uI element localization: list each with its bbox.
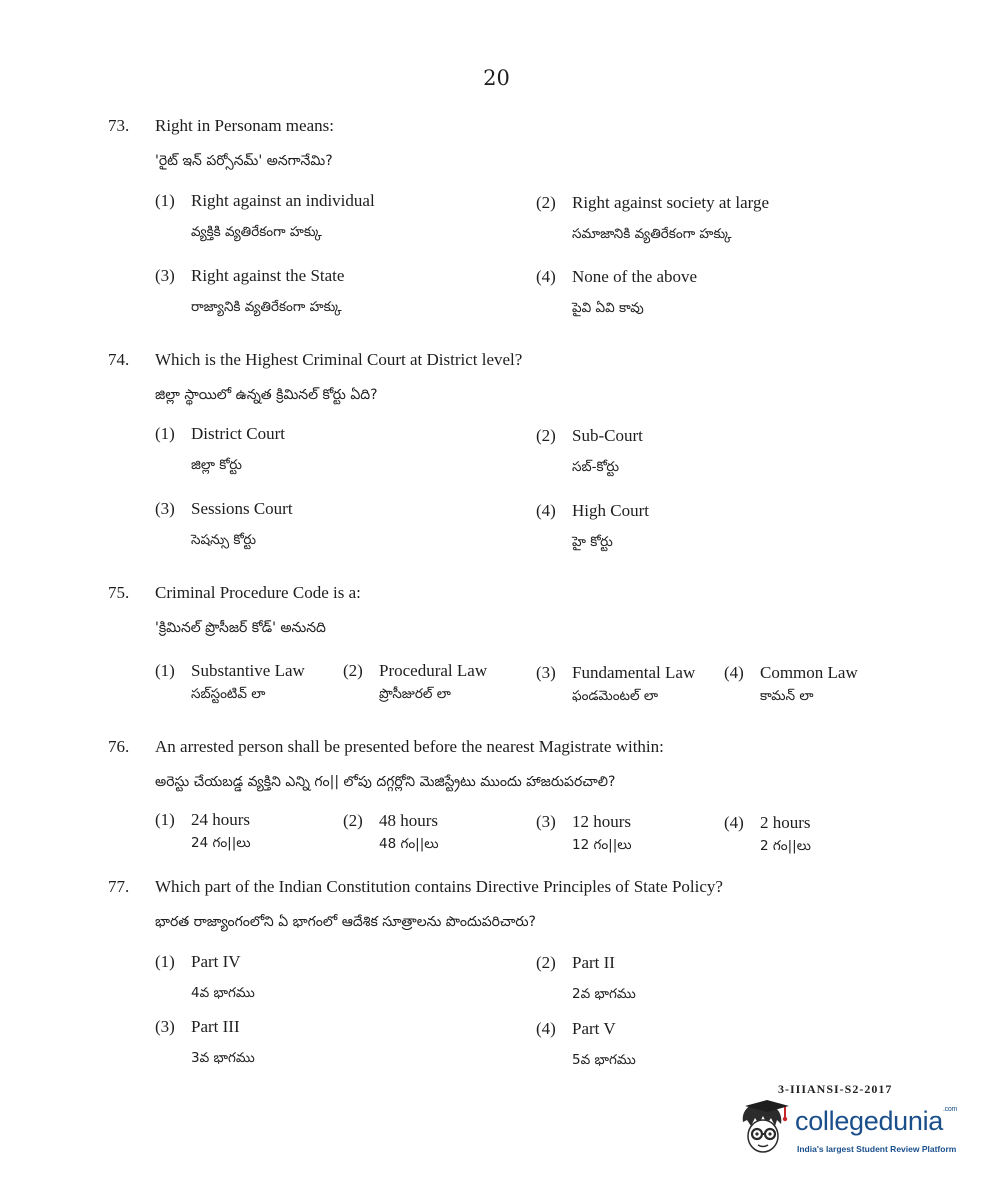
question-text: An arrested person shall be presented before the nearest Magistrate within: — [155, 737, 664, 756]
option-1 — [155, 661, 305, 705]
option-text: Right against society at large — [572, 193, 770, 212]
logo-suffix: .com — [943, 1106, 958, 1113]
option-3 — [536, 812, 632, 856]
option-telugu: పైవి ఏవి కావు — [572, 300, 644, 316]
option-number: (1) — [155, 191, 175, 210]
question-telugu: జిల్లా స్థాయిలో ఉన్నత క్రిమినల్ కోర్టు ఏది? — [155, 387, 378, 403]
option-text: Fundamental Law — [572, 663, 696, 682]
option-text: Sessions Court — [191, 499, 293, 518]
option-text: Part II — [572, 953, 615, 972]
option-telugu: సబ్‌స్టంటివ్ లా — [191, 686, 266, 702]
option-1 — [155, 952, 255, 1004]
option-number: (2) — [343, 661, 363, 680]
option-3 — [155, 1017, 255, 1069]
option-1 — [155, 810, 251, 854]
logo-tagline: India's largest Student Review Platform — [797, 1144, 957, 1154]
question-number: 73. — [108, 116, 130, 135]
option-telugu: జిల్లా కోర్టు — [191, 457, 242, 473]
question-number: 75. — [108, 583, 130, 602]
option-telugu: వ్యక్తికి వ్యతిరేకంగా హక్కు — [191, 224, 322, 240]
option-number: (2) — [536, 953, 556, 972]
option-telugu: కామన్ లా — [760, 688, 814, 704]
option-4 — [724, 813, 811, 857]
option-3 — [155, 266, 344, 318]
option-text: None of the above — [572, 267, 698, 286]
option-telugu: 2వ భాగము — [572, 986, 636, 1002]
option-3 — [536, 663, 695, 707]
option-text: Sub-Court — [572, 426, 643, 445]
option-number: (3) — [536, 812, 556, 831]
option-2 — [536, 193, 769, 245]
option-4 — [536, 1019, 636, 1071]
option-text: Right against an individual — [191, 191, 375, 210]
question-text: Which part of the Indian Constitution contains Directive Principles of State Policy? — [155, 877, 723, 896]
option-number: (4) — [536, 1019, 556, 1038]
option-number: (3) — [155, 499, 175, 518]
option-2 — [343, 811, 439, 855]
logo-name: collegedunia — [795, 1106, 944, 1136]
option-number: (1) — [155, 952, 175, 971]
option-telugu: 2 గం||లు — [760, 838, 811, 854]
option-text: District Court — [191, 424, 285, 443]
option-number: (2) — [343, 811, 363, 830]
question-number: 76. — [108, 737, 130, 756]
exam-code: 3-IIIANSI-S2-2017 — [778, 1082, 893, 1096]
question-telugu: అరెస్టు చేయబడ్డ వ్యక్తిని ఎన్ని గం|| లోపు దగ్గర్లోని మెజిస్ట్రేటు ముందు హాజరుపరచాలి? — [155, 774, 616, 790]
option-number: (3) — [155, 266, 175, 285]
option-telugu: సమాజానికి వ్యతిరేకంగా హక్కు — [572, 226, 732, 242]
option-text: Common Law — [760, 663, 858, 682]
option-4 — [536, 501, 649, 553]
question-text: Which is the Highest Criminal Court at District level? — [155, 350, 523, 369]
option-telugu: 12 గం||లు — [572, 837, 632, 853]
option-number: (3) — [155, 1017, 175, 1036]
option-number: (1) — [155, 424, 175, 443]
option-text: Part IV — [191, 952, 241, 971]
option-number: (1) — [155, 661, 175, 680]
option-text: 2 hours — [760, 813, 811, 832]
option-telugu: 24 గం||లు — [191, 835, 251, 851]
option-telugu: ఫండమెంటల్ లా — [572, 688, 658, 704]
question-telugu: 'రైట్ ఇన్ పర్సోనమ్' అనగానేమి? — [155, 153, 333, 169]
question-number: 74. — [108, 350, 130, 369]
option-telugu: 5వ భాగము — [572, 1052, 636, 1068]
option-text: 12 hours — [572, 812, 632, 831]
question-telugu: భారత రాజ్యాంగంలోని ఏ భాగంలో ఆదేశిక సూత్రాలను పొందుపరిచారు? — [155, 914, 536, 930]
option-number: (2) — [536, 193, 556, 212]
option-2 — [536, 953, 636, 1005]
option-1 — [155, 191, 375, 243]
option-number: (4) — [724, 663, 744, 682]
question-telugu: 'క్రిమినల్ ప్రొసీజర్ కోడ్' అనునది — [155, 620, 326, 636]
option-text: Procedural Law — [379, 661, 488, 680]
option-number: (4) — [724, 813, 744, 832]
option-number: (4) — [536, 501, 556, 520]
option-telugu: ప్రొసీజురల్ లా — [379, 686, 451, 702]
option-text: 48 hours — [379, 811, 439, 830]
option-text: 24 hours — [191, 810, 251, 829]
option-telugu: 48 గం||లు — [379, 836, 439, 852]
option-number: (2) — [536, 426, 556, 445]
question-number: 77. — [108, 877, 130, 896]
option-number: (1) — [155, 810, 175, 829]
option-text: Substantive Law — [191, 661, 305, 680]
option-number: (4) — [536, 267, 556, 286]
option-telugu: సెషన్సు కోర్టు — [191, 532, 257, 548]
option-2 — [343, 661, 487, 705]
option-telugu: రాజ్యానికి వ్యతిరేకంగా హక్కు — [191, 299, 342, 315]
option-4 — [536, 267, 697, 319]
option-telugu: హై కోర్టు — [572, 534, 613, 550]
question-text: Criminal Procedure Code is a: — [155, 583, 361, 602]
option-telugu: సబ్-కోర్టు — [572, 459, 620, 475]
option-text: Part V — [572, 1019, 616, 1038]
option-telugu: 3వ భాగము — [191, 1050, 255, 1066]
option-4 — [724, 663, 858, 707]
option-telugu: 4వ భాగము — [191, 985, 255, 1001]
option-number: (3) — [536, 663, 556, 682]
student-mascot-icon — [737, 1100, 789, 1160]
option-1 — [155, 424, 285, 476]
question-text: Right in Personam means: — [155, 116, 334, 135]
option-3 — [155, 499, 293, 551]
collegedunia-logo[interactable] — [737, 1098, 967, 1170]
option-text: Right against the State — [191, 266, 345, 285]
option-text: Part III — [191, 1017, 240, 1036]
option-text: High Court — [572, 501, 649, 520]
page-number: 20 — [483, 66, 510, 90]
option-2 — [536, 426, 643, 478]
